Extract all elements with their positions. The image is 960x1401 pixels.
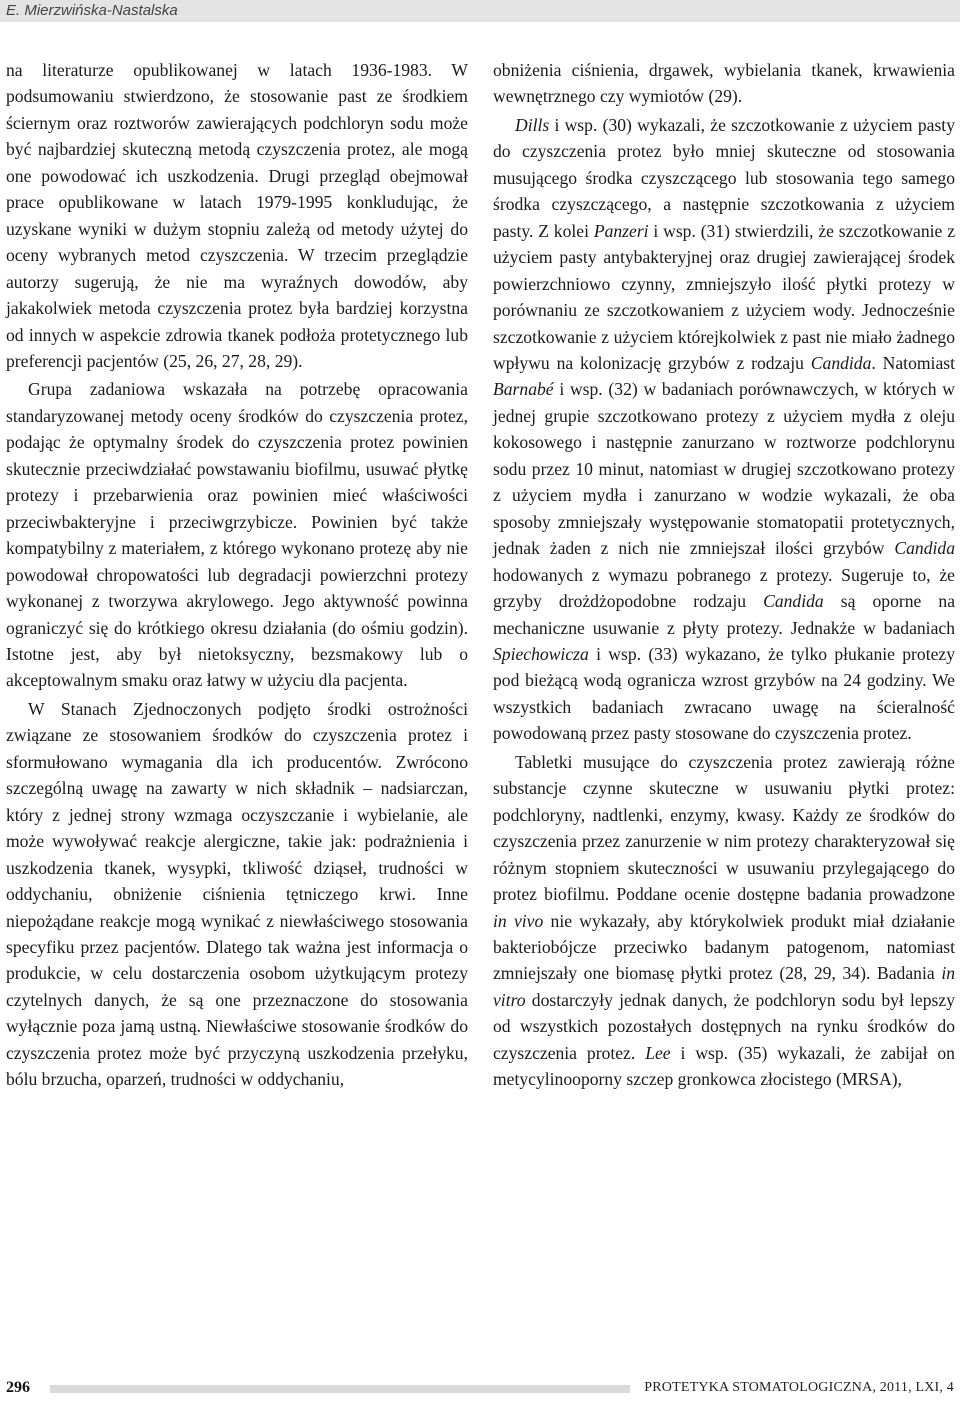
paragraph-text: i wsp. (35) wykazali, że zabijał on metycylinooporny szczep gronkowca złocistego (MRSA), xyxy=(493,1042,955,1090)
paragraph-text: i wsp. (30) wykazali, że szczotkowanie z użyciem pasty do czyszczenia protez było mniej skuteczne od stosowania musującego środka czyszczącego lub stosowania tego samego środka czyszczącego, a następnie szczotkowania z użyciem pasty. Z kolei xyxy=(493,114,955,241)
paragraph-text: nie wykazały, aby którykolwiek produkt miał działanie bakteriobójcze przeciwko badanym patogenom, natomiast zmniejszały one biomasę płytki protez (28, 29, 34). Badania xyxy=(493,910,956,984)
author-name: Dills xyxy=(515,114,550,135)
paragraph-text: i wsp. (33) wykazano, że tylko płukanie protezy pod bieżącą wodą ogranicza wzrost grzybów na 24 godziny. We wszystkich badaniach zwracano uwagę na ścieralność powodowaną przez pasty stosowane do czyszczenia protez. xyxy=(493,643,955,744)
paragraph-text: są oporne na mechaniczne usuwanie z płyty protezy. Jednakże w badaniach xyxy=(493,591,956,638)
right-paragraph-2 xyxy=(493,112,955,747)
latin-term: in vitro xyxy=(493,963,955,1010)
left-paragraph-1: na literaturze opublikowanej w latach 1936-1983. W podsumowaniu stwierdzono, że stosowanie past ze środkiem ściernym oraz roztworów zawierających podchloryn sodu może być najbardziej skuteczną metodą czyszczenia protez, ale mogą one powodować ich uszkodzenia. Drugi przegląd obejmował prace opublikowane w latach 1979-1995 konkludując, że uzyskane wyniki w dużym stopniu zależą od metody użytej do oceny wybranych metod czyszczenia. W trzecim przeglądzie autorzy sugerują, że nie ma wyraźnych dowodów, aby jakakolwiek metoda czyszczenia protez była bardziej korzystna od innych w aspekcie zdrowia tkanek podłoża protetycznego lub preferencji pacjentów (25, 26, 27, 28, 29). xyxy=(6,60,468,371)
genus-name: Candida xyxy=(894,538,955,559)
journal-name: PROTETYKA STOMATOLOGICZNA, 2011, LXI, 4 xyxy=(644,1380,954,1395)
paragraph-text: dostarczyły jednak danych, że podchloryn sodu był lepszy od wszystkich pozostałych dostępnych na rynku środków do czyszczenia protez. xyxy=(493,989,955,1063)
paragraph-text: . Natomiast xyxy=(871,352,955,373)
right-paragraph-1: obniżenia ciśnienia, drgawek, wybielania tkanek, krwawienia wewnętrznego czy wymiotów (29). xyxy=(493,60,955,107)
author-name: Barnabé xyxy=(493,379,554,400)
right-column xyxy=(493,57,955,1093)
left-paragraph-3: W Stanach Zjednoczonych podjęto środki ostrożności związane ze stosowaniem środków do czyszczenia protez i sformułowano wymagania dla ich producentów. Zwrócono szczególną uwagę na zawarty w nich składnik – nadsiarczan, który z jednej strony wzmaga oczyszczanie i wybielanie, ale może wywoływać reakcje alergiczne, takie jak: podrażnienia i uszkodzenia tkanek, wysypki, tkliwość dziąseł, trudności w oddychaniu, obniżenie ciśnienia tętniczego krwi. Inne niepożądane reakcje mogą wynikać z niewłaściwego stosowania specyfiku przez pacjentów. Dlatego tak ważna jest informacja o produkcie, w celu dostarczenia osobom użytkującym protezy czytelnych danych, że są one przeznaczone do stosowania wyłącznie poza jamą ustną. Niewłaściwe stosowanie środków do czyszczenia protez może być przyczyną uszkodzenia przełyku, bólu brzucha, oparzeń, trudności w oddychaniu, xyxy=(6,698,468,1090)
running-head: E. Mierzwińska-Nastalska xyxy=(6,2,178,19)
left-paragraph-2: Grupa zadaniowa wskazała na potrzebę opracowania standaryzowanej metody oceny środków do czyszczenia protez, podając że optymalny środek do czyszczenia protez powinien skutecznie przeciwdziałać powstawaniu biofilmu, usuwać płytkę protezy i przebarwienia oraz powinien mieć właściwości przeciwbakteryjne i przeciwgrzybicze. Powinien być także kompatybilny z materiałem, z którego wykonano protezę aby nie powodował chropowatości lub degradacji powierzchni protezy wykonanej z tworzywa akrylowego. Jego aktywność powinna ograniczyć się do krótkiego okresu działania (do ośmiu godzin). Istotne jest, aby był nietoksyczny, bezsmakowy lub o akceptowalnym smaku oraz łatwy w użyciu dla pacjenta. xyxy=(6,379,468,691)
right-paragraph-3 xyxy=(493,749,955,1093)
footer-rule xyxy=(50,1385,630,1393)
paragraph-text: Tabletki musujące do czyszczenia protez zawierają różne substancje czynne skuteczne w usuwaniu płytki protez: podchloryny, nadtlenki, enzymy, kwasy. Każdy ze środków do czyszczenia przez zanurzenie w nim protezy charakteryzował się różnym stopniem skuteczności w usuwaniu przylegającego do protez biofilmu. Poddane ocenie dostępne badania prowadzone xyxy=(493,751,955,905)
author-name: Spiechowicza xyxy=(493,643,589,664)
paragraph-text: hodowanych z wymazu pobranego z protezy. Sugeruje to, że grzyby drożdżopodobne rodzaju xyxy=(493,564,955,612)
author-name: Lee xyxy=(645,1042,671,1063)
author-name: Panzeri xyxy=(593,220,649,241)
latin-term: in vivo xyxy=(493,910,544,931)
left-column xyxy=(6,57,468,1093)
genus-name: Candida xyxy=(810,352,872,373)
page-number: 296 xyxy=(6,1379,30,1396)
paragraph-text: i wsp. (32) w badaniach porównawczych, w których w jednej grupie szczotkowano protezy z użyciem mydła z oleju kokosowego i następnie zanurzano w roztworze podchlorynu sodu przez 10 minut, natomiast w drugiej szczotkowano protezy z użyciem mydła i zanurzano w wodzie wykazali, że oba sposoby zmniejszały występowanie stomatopatii protetycznych, jednak żaden z nich nie zmniejszał ilości grzybów xyxy=(493,379,955,559)
genus-name: Candida xyxy=(763,591,824,612)
paragraph-text: i wsp. (31) stwierdzili, że szczotkowanie z użyciem pasty antybakteryjnej oraz drugiej zawierającej środek powierzchniowo czynny, zmniejszyło ilość płytki protezy w porównaniu ze szczotkowaniem z użyciem wody. Jednocześnie szczotkowanie z użyciem którejkolwiek z past nie miało żadnego wpływu na kolonizację grzybów z rodzaju xyxy=(493,220,956,373)
